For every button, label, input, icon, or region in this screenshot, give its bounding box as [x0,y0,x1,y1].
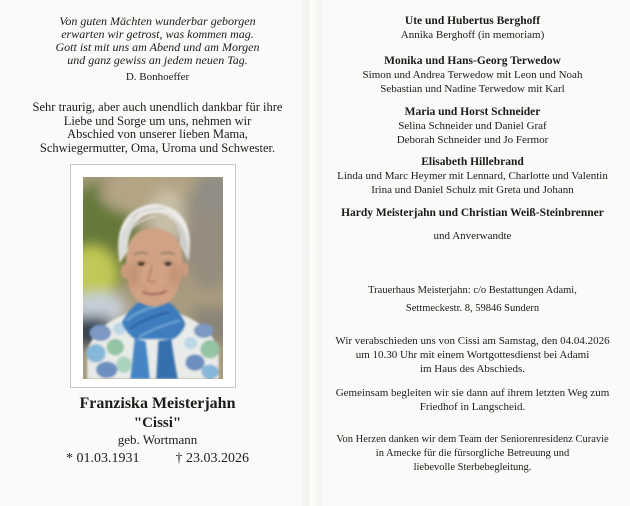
right-panel [315,0,630,506]
family-member-line: Sebastian und Nadine Terwedow mit Karl [380,83,565,95]
thanks-line: in Amecke für die fürsorgliche Betreuung und [375,448,570,459]
family-group [315,54,630,96]
family-group-head: Ute und Hubertus Berghoff [404,15,541,27]
family-member-line: Deborah Schneider und Jo Fermor [396,134,549,146]
death-date: † 23.03.2026 [175,451,249,466]
intro-line: Abschied von unserer lieben Mama, [67,127,248,141]
quote-line: Gott ist mit uns am Abend und am Morgen [55,40,260,54]
address-line: Settmeckestr. 8, 59846 Sundern [405,303,540,314]
relatives-note: und Anverwandte [433,230,512,242]
portrait-photo-frame [70,164,236,388]
deceased-name: Franziska Meisterjahn [79,395,236,412]
farewell-line: im Haus des Abschieds. [419,363,526,375]
mourning-house-address [315,282,630,318]
thanks-note [315,433,630,475]
family-member-line: Linda und Marc Heymer mit Lennard, Charlotte und Valentin [337,170,608,182]
quote-line: erwarten wir getrost, was kommen mag. [61,27,254,41]
procession-line: Gemeinsam begleiten wir sie dann auf ihrem letzten Weg zum [335,387,610,399]
life-dates [0,450,315,468]
farewell-line: um 10.30 Uhr mit einem Wortgottesdienst bei Adami [355,349,590,361]
family-member-line: Simon und Andrea Terwedow mit Leon und Noah [362,69,583,81]
quote-line: Von guten Mächten wunderbar geborgen [59,14,256,28]
intro-line: Sehr traurig, aber auch unendlich dankbar für ihre [32,100,283,114]
farewell-intro [0,101,315,155]
intro-line: Liebe und Sorge um uns, nehmen wir [63,113,252,128]
procession-line: Friedhof in Langscheid. [419,401,526,413]
address-line: Trauerhaus Meisterjahn: c/o Bestattungen Adami, [368,285,577,296]
family-group [315,155,630,197]
thanks-line: liebevolle Sterbebegleitung. [413,462,532,473]
thanks-line: Von Herzen danken wir dem Team der Seniorenresidenz Curavie [336,434,609,445]
family-group [315,105,630,147]
family-member-line: Selina Schneider und Daniel Graf [398,120,547,132]
deceased-nickname: "Cissi" [133,415,182,431]
quote-attribution: D. Bonhoeffer [125,71,190,83]
family-member-line: Annika Berghoff (in memoriam) [400,29,545,41]
family-group-head: Elisabeth Hillebrand [421,156,524,168]
family-member-line: Irina und Daniel Schulz mit Greta und Johann [371,184,574,196]
quote-line: und ganz gewiss an jedem neuen Tag. [67,53,248,67]
birth-date: * 01.03.1931 [66,451,140,466]
family-group [315,14,630,42]
maiden-name: geb. Wortmann [117,432,198,447]
family-group-head: Maria und Horst Schneider [404,106,541,118]
portrait-photo [83,177,223,379]
intro-line: Schwiegermutter, Oma, Uroma und Schwester. [39,140,276,155]
family-group [315,206,630,220]
farewell-service-info [315,334,630,376]
quote-block [0,15,315,67]
family-group-head: Monika und Hans-Georg Terwedow [384,55,561,67]
farewell-line: Wir verabschieden uns von Cissi am Samstag, den 04.04.2026 [335,335,610,347]
burial-procession-info [315,386,630,414]
family-group-head: Hardy Meisterjahn und Christian Weiß-Steinbrenner [341,207,604,219]
